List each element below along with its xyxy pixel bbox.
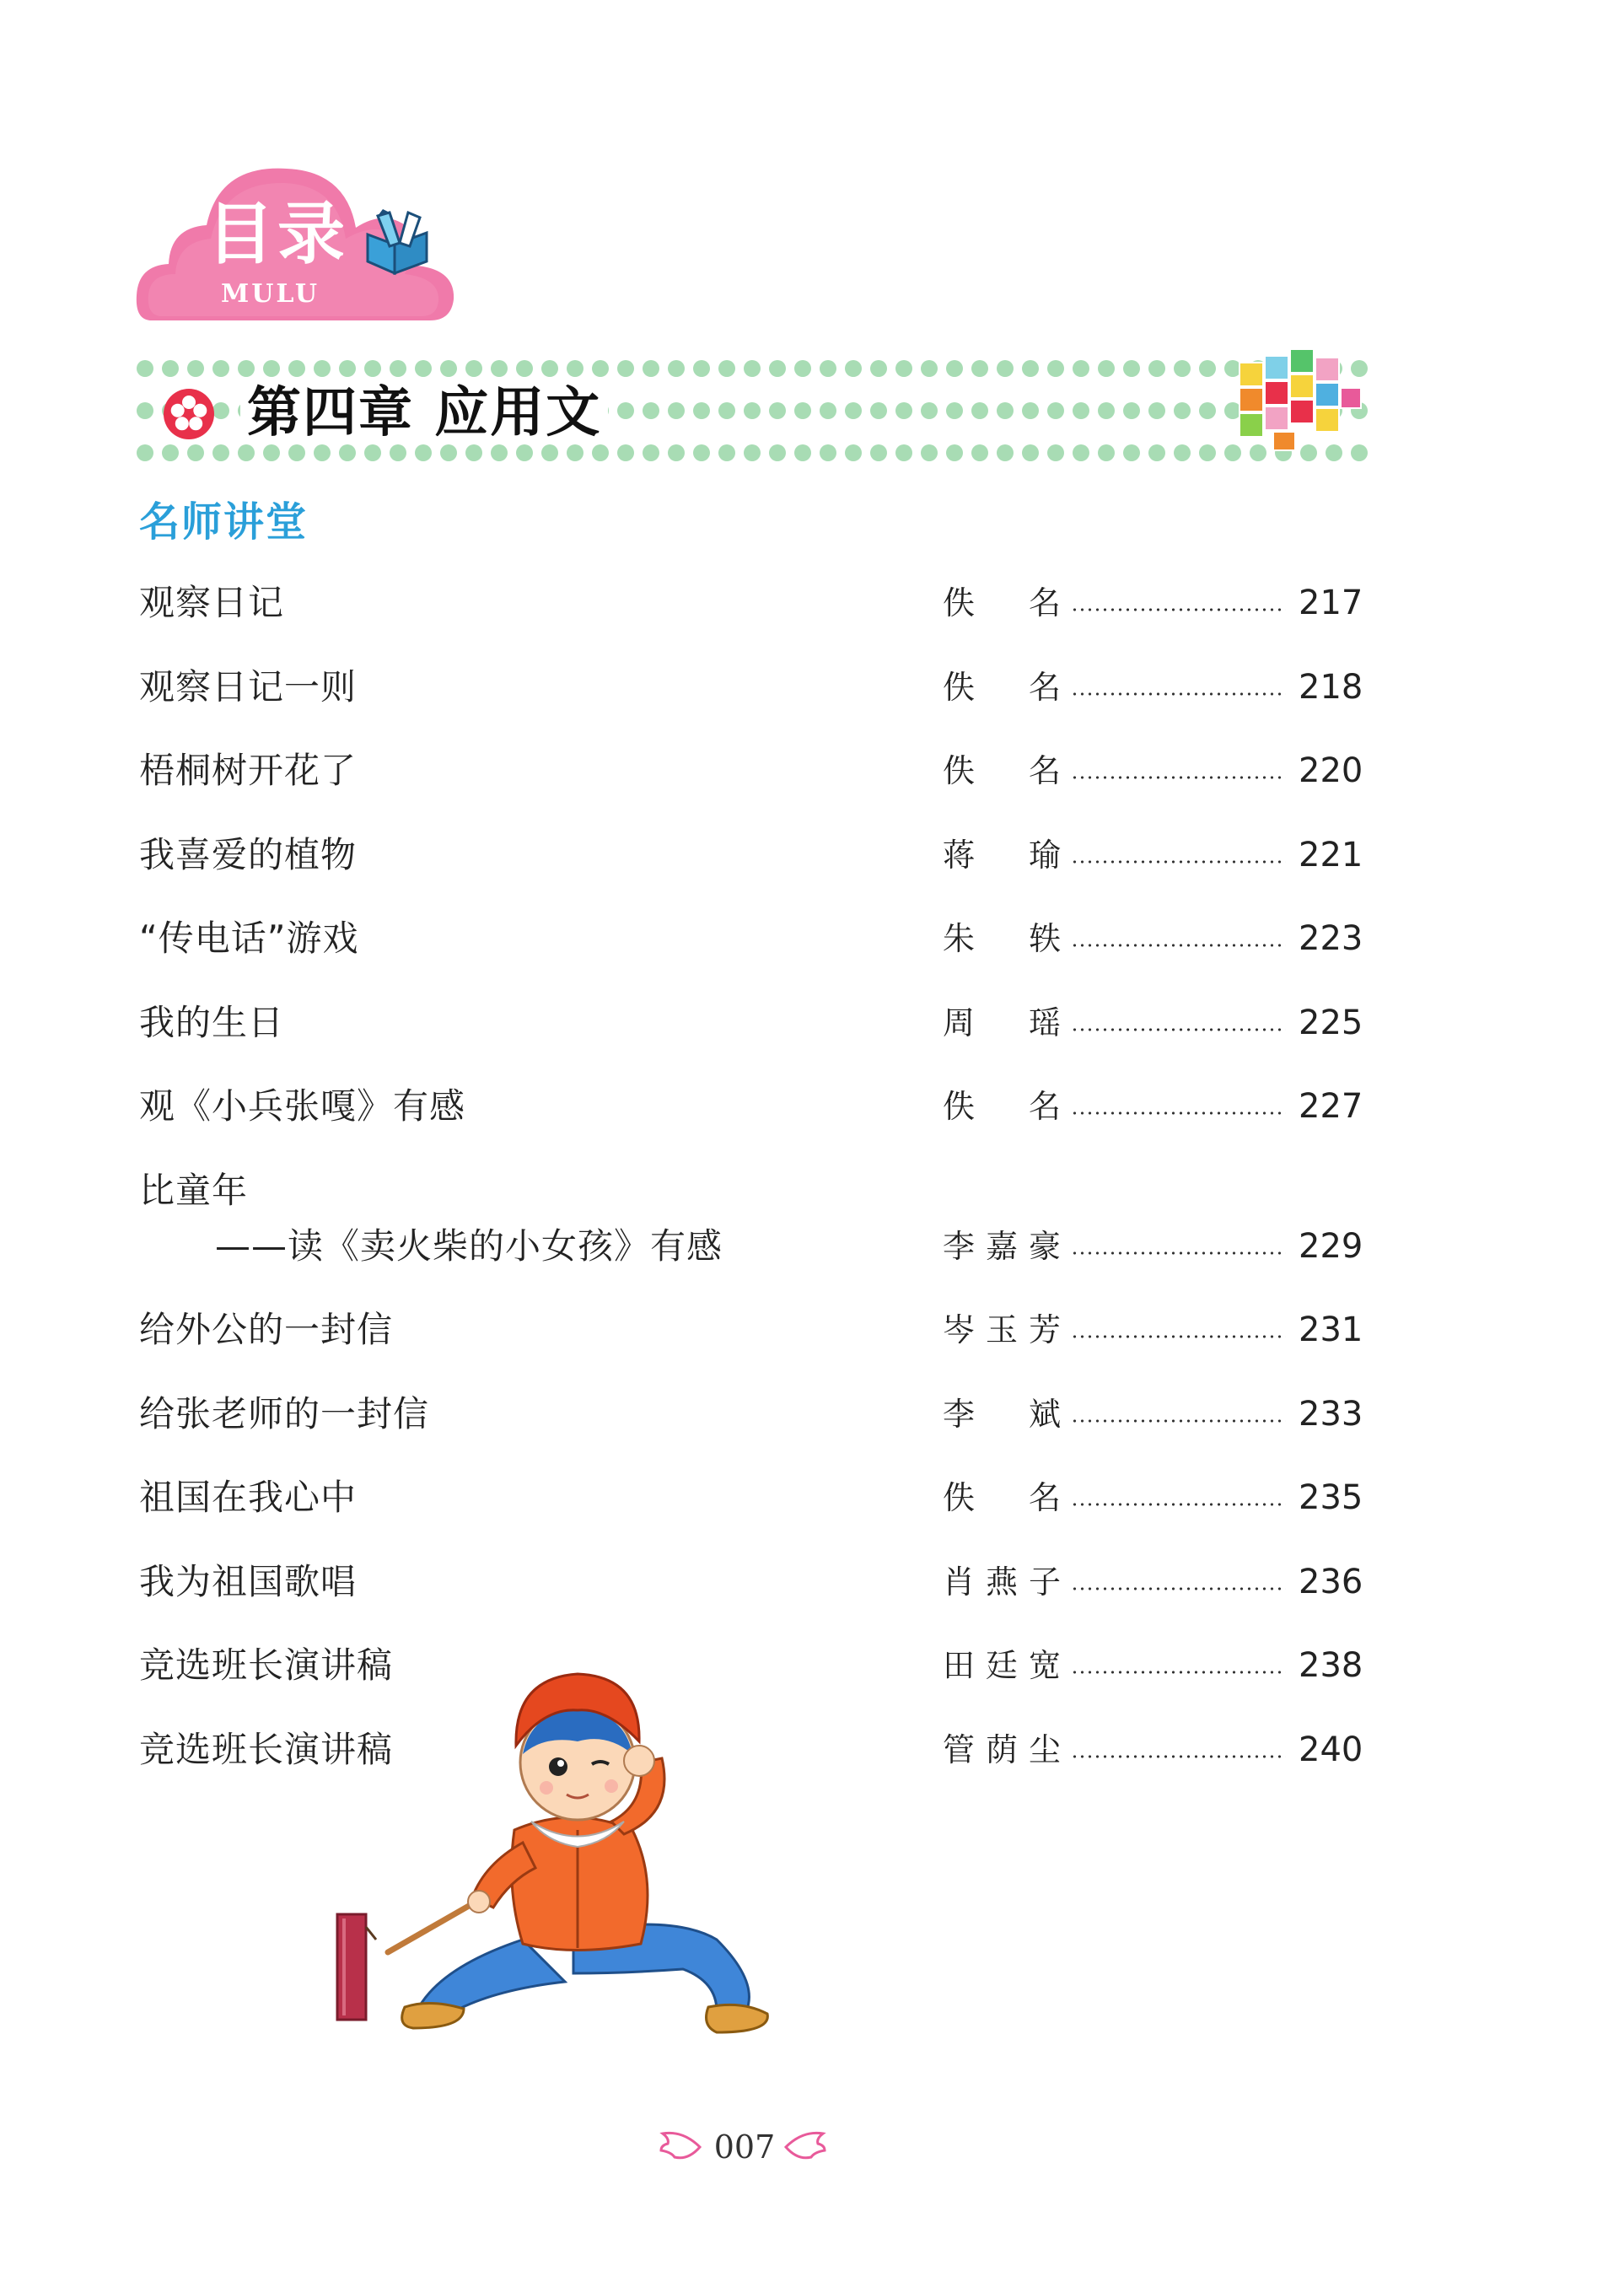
band-dot <box>643 360 659 377</box>
band-dot <box>238 444 255 461</box>
band-dot <box>592 360 609 377</box>
toc-entry[interactable] <box>0 1389 1624 1440</box>
band-dot <box>1073 360 1089 377</box>
band-dot <box>1047 444 1064 461</box>
band-dot <box>946 444 963 461</box>
toc-leader-dots <box>1071 1725 1286 1775</box>
band-dot <box>870 402 887 419</box>
toc-entry-subtitle: ——读《卖火柴的小女孩》有感 <box>215 1224 723 1267</box>
toc-entry-title: 观察日记一则 <box>139 665 358 708</box>
band-dot <box>288 444 305 461</box>
band-dot <box>1123 360 1140 377</box>
toc-entry-title: 梧桐树开花了 <box>139 750 358 791</box>
band-dot <box>390 444 406 461</box>
toc-entry-author: 蒋瑜 <box>943 836 1061 874</box>
band-dot <box>1073 444 1089 461</box>
toc-entry-title: 给外公的一封信 <box>139 1309 394 1350</box>
band-dot <box>162 360 179 377</box>
toc-entry-title: “传电话”游戏 <box>139 918 359 959</box>
band-dot <box>238 360 255 377</box>
toc-entry-author: 佚名 <box>943 1479 1061 1516</box>
band-dot <box>440 360 457 377</box>
toc-entry-author: 岑玉芳 <box>943 1311 1061 1348</box>
band-dot <box>1148 444 1165 461</box>
toc-leader-dots <box>1071 1305 1286 1355</box>
toc-entry[interactable] <box>0 1165 1624 1272</box>
band-dot <box>212 360 229 377</box>
toc-entry[interactable] <box>0 1557 1624 1607</box>
band-dot <box>1098 402 1115 419</box>
toc-entry-author: 周瑶 <box>943 1004 1061 1041</box>
chapter-title: 第四章 应用文 <box>240 384 608 443</box>
band-dot <box>567 444 583 461</box>
band-dot <box>769 444 786 461</box>
band-dot <box>567 360 583 377</box>
band-dot <box>465 360 482 377</box>
band-dot <box>744 402 761 419</box>
band-dot <box>187 360 204 377</box>
band-dot <box>137 402 153 419</box>
band-dot <box>617 444 634 461</box>
toc-entry-author: 管荫尘 <box>943 1730 1061 1768</box>
band-dot <box>1199 360 1216 377</box>
page-title: 目录 <box>207 195 348 273</box>
band-dot <box>921 402 938 419</box>
toc-entry-author: 田廷宽 <box>943 1647 1061 1684</box>
toc-entry[interactable] <box>0 1305 1624 1355</box>
band-dot <box>1073 402 1089 419</box>
band-dot <box>1174 402 1191 419</box>
band-dot <box>921 360 938 377</box>
band-dot <box>1022 360 1039 377</box>
toc-entry-author: 佚名 <box>943 752 1061 789</box>
toc-leader-dots <box>1071 1389 1286 1440</box>
band-dot <box>845 360 862 377</box>
toc-entry-title: 观《小兵张嘎》有感 <box>139 1085 466 1127</box>
band-dot <box>769 402 786 419</box>
band-dot <box>1047 402 1064 419</box>
toc-entry-author: 佚名 <box>943 1088 1061 1125</box>
toc-entry-author: 李嘉豪 <box>943 1227 1061 1265</box>
band-dot <box>212 402 229 419</box>
band-dot <box>820 360 836 377</box>
toc-entry-author: 李斌 <box>943 1395 1061 1433</box>
band-dot <box>491 360 508 377</box>
toc-leader-dots <box>1071 1221 1286 1272</box>
band-dot <box>693 402 710 419</box>
band-dot <box>668 444 685 461</box>
band-dot <box>516 360 533 377</box>
band-dot <box>820 402 836 419</box>
toc-leader-dots <box>1071 578 1286 628</box>
band-dot <box>390 360 406 377</box>
toc-entry-author: 肖燕子 <box>943 1563 1061 1601</box>
band-dot <box>997 360 1014 377</box>
band-dot <box>1123 402 1140 419</box>
band-dot <box>895 444 912 461</box>
band-dot <box>364 444 381 461</box>
band-dot <box>1098 360 1115 377</box>
toc-entry-page: 221 <box>1299 835 1363 874</box>
band-dot <box>870 360 887 377</box>
band-dot <box>364 360 381 377</box>
section-title: 名师讲堂 <box>139 498 309 546</box>
band-dot <box>895 360 912 377</box>
band-dot <box>1098 444 1115 461</box>
band-dot <box>769 360 786 377</box>
toc-leader-dots <box>1071 662 1286 713</box>
toc-entry-title: 竞选班长演讲稿 <box>139 1644 394 1686</box>
wing-right-icon <box>784 2127 828 2164</box>
band-dot <box>1148 360 1165 377</box>
band-dot <box>1148 402 1165 419</box>
rubik-cube-icon <box>1223 337 1366 455</box>
band-dot <box>1022 402 1039 419</box>
toc-entry-page: 235 <box>1299 1478 1363 1517</box>
band-dot <box>997 402 1014 419</box>
band-dot <box>137 360 153 377</box>
toc-entry-title: 竞选班长演讲稿 <box>139 1728 394 1770</box>
toc-entry[interactable] <box>0 662 1624 713</box>
toc-leader-dots <box>1071 1640 1286 1691</box>
band-dot <box>1047 360 1064 377</box>
toc-entry-author: 佚名 <box>943 668 1061 706</box>
toc-entry-page: 229 <box>1299 1226 1363 1266</box>
band-dot <box>541 360 558 377</box>
toc-entry[interactable] <box>0 830 1624 880</box>
toc-entry-title: 观察日记 <box>139 582 285 623</box>
band-dot <box>263 444 280 461</box>
band-dot <box>718 402 735 419</box>
band-dot <box>212 444 229 461</box>
toc-leader-dots <box>1071 1081 1286 1132</box>
wing-left-icon <box>658 2127 702 2164</box>
band-dot <box>820 444 836 461</box>
toc-entry[interactable] <box>0 913 1624 964</box>
band-dot <box>440 444 457 461</box>
toc-entry-page: 217 <box>1299 584 1363 622</box>
band-dot <box>1174 360 1191 377</box>
toc-entry-page: 220 <box>1299 751 1363 790</box>
band-dot <box>971 444 988 461</box>
toc-entry-title: 我的生日 <box>139 1001 285 1043</box>
band-dot <box>1174 444 1191 461</box>
toc-entry[interactable] <box>0 745 1624 796</box>
toc-entry[interactable] <box>0 1081 1624 1132</box>
band-dot <box>921 444 938 461</box>
toc-entry-page: 233 <box>1299 1394 1363 1434</box>
toc-entry-page: 240 <box>1299 1730 1363 1769</box>
toc-entry-author: 朱轶 <box>943 920 1061 957</box>
band-dot <box>895 402 912 419</box>
flower-badge-icon <box>163 388 215 440</box>
child-lighting-firecracker-illustration <box>320 1661 911 2066</box>
band-dot <box>744 444 761 461</box>
band-dot <box>794 360 811 377</box>
band-dot <box>794 402 811 419</box>
band-dot <box>794 444 811 461</box>
band-dot <box>288 360 305 377</box>
toc-entry[interactable] <box>0 578 1624 628</box>
band-dot <box>415 360 432 377</box>
toc-entry-page: 223 <box>1299 919 1363 958</box>
page-number: 007 <box>713 2128 776 2166</box>
band-dot <box>693 444 710 461</box>
band-dot <box>744 360 761 377</box>
toc-leader-dots <box>1071 745 1286 796</box>
toc-entry-page: 238 <box>1299 1646 1363 1685</box>
toc-entry-title: 比童年 <box>139 1169 249 1211</box>
toc-entry-page: 218 <box>1299 667 1363 707</box>
band-dot <box>314 444 331 461</box>
book-pencil-icon <box>361 209 433 277</box>
toc-leader-dots <box>1071 998 1286 1048</box>
band-dot <box>1123 444 1140 461</box>
band-dot <box>946 402 963 419</box>
page-subtitle: MULU <box>221 279 320 309</box>
band-dot <box>617 360 634 377</box>
toc-entry-title: 我为祖国歌唱 <box>139 1560 358 1602</box>
band-dot <box>643 444 659 461</box>
band-dot <box>643 402 659 419</box>
band-dot <box>870 444 887 461</box>
toc-entry-page: 236 <box>1299 1562 1363 1601</box>
toc-entry-author: 佚名 <box>943 584 1061 622</box>
band-dot <box>187 444 204 461</box>
band-dot <box>592 444 609 461</box>
band-dot <box>263 360 280 377</box>
band-dot <box>668 402 685 419</box>
band-dot <box>845 444 862 461</box>
toc-entry-title: 祖国在我心中 <box>139 1477 358 1518</box>
band-dot <box>465 444 482 461</box>
band-dot <box>718 444 735 461</box>
band-dot <box>845 402 862 419</box>
toc-leader-dots <box>1071 1472 1286 1523</box>
band-dot <box>314 360 331 377</box>
toc-entry-page: 227 <box>1299 1087 1363 1126</box>
toc-entry-title: 我喜爱的植物 <box>139 833 358 875</box>
band-dot <box>1199 444 1216 461</box>
toc-entry[interactable] <box>0 998 1624 1048</box>
band-dot <box>617 402 634 419</box>
band-dot <box>516 444 533 461</box>
toc-leader-dots <box>1071 913 1286 964</box>
band-dot <box>718 360 735 377</box>
band-dot <box>971 402 988 419</box>
toc-entry-page: 225 <box>1299 1003 1363 1042</box>
toc-entry-title: 给张老师的一封信 <box>139 1392 430 1434</box>
band-dot <box>137 444 153 461</box>
band-dot <box>162 444 179 461</box>
band-dot <box>1022 444 1039 461</box>
band-dot <box>946 360 963 377</box>
toc-entry[interactable] <box>0 1472 1624 1523</box>
band-dot <box>339 444 356 461</box>
toc-entry-page: 231 <box>1299 1310 1363 1349</box>
band-dot <box>491 444 508 461</box>
band-dot <box>541 444 558 461</box>
band-dot <box>668 360 685 377</box>
toc-leader-dots <box>1071 1557 1286 1607</box>
band-dot <box>997 444 1014 461</box>
band-dot <box>415 444 432 461</box>
band-dot <box>971 360 988 377</box>
band-dot <box>1199 402 1216 419</box>
band-dot <box>693 360 710 377</box>
band-dot <box>339 360 356 377</box>
toc-leader-dots <box>1071 830 1286 880</box>
